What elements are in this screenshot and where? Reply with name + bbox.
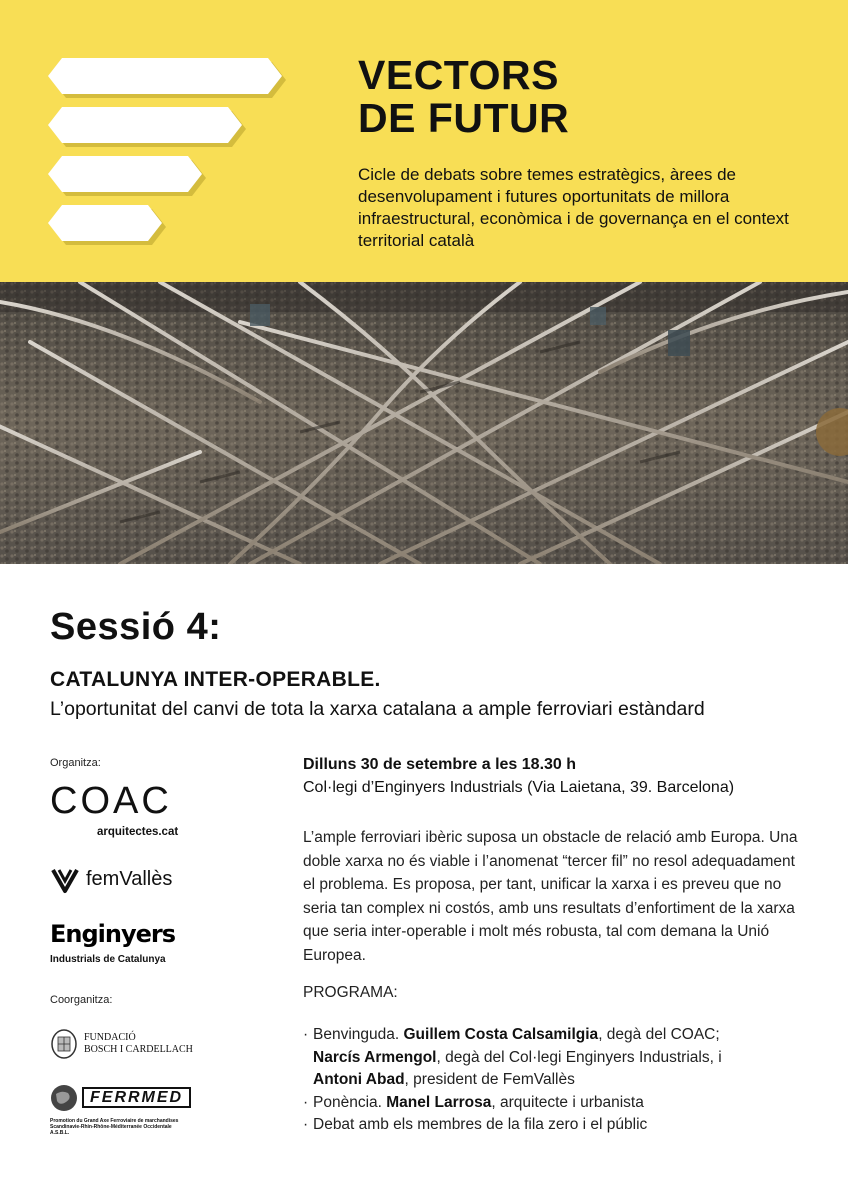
decorative-arrow-1 (48, 58, 282, 94)
programa-item-benvinguda: · Benvinguda. Guillem Costa Calsamilgia, degà del COAC; Narcís Armengol, degà del Col·legi Enginyers Industrials, i Antoni Abad, president de FemVallès (303, 1024, 823, 1092)
femvalles-logo (50, 862, 172, 896)
fundacio-line-1: FUNDACIÓ (84, 1032, 136, 1043)
railway-tracks-photo (0, 282, 848, 564)
speaker-name: Manel Larrosa (386, 1093, 492, 1111)
ferrmed-globe-icon (50, 1084, 78, 1112)
fundacio-text (84, 1032, 193, 1056)
speaker-name: Antoni Abad (313, 1071, 405, 1088)
decorative-arrow-3 (48, 156, 202, 192)
programa-list (303, 1024, 823, 1137)
fundacio-line-2: BOSCH I CARDELLACH (84, 1044, 193, 1055)
speaker-name: Guillem Costa Calsamilgia (403, 1026, 599, 1043)
speaker-name: Narcís Armengol (313, 1048, 437, 1066)
event-description: L’ample ferroviari ibèric suposa un obstacle de relació amb Europa. Una doble xarxa no és viable i l’anomenat “tercer fil” no resol adequadament el problema. Es proposa, per tant, unificar la xarxa i es preveu que no seria tan complex ni costós, amb uns resultats d’enfortiment de la xarxa que seria inter-operable i molt més robusta, tal com demana la Unió Europea. (303, 829, 798, 964)
decorative-arrow-4 (48, 205, 162, 241)
session-description: L’oportunitat del canvi de tota la xarxa catalana a ample ferroviari estàndard (50, 698, 705, 720)
ferrmed-logo (50, 1084, 191, 1112)
railway-illustration (0, 282, 848, 564)
programa-item-ponencia: · Ponència. Manel Larrosa, arquitecte i urbanista (303, 1092, 823, 1115)
title-line-1: VECTORS (358, 52, 559, 98)
coac-subtitle: arquitectes.cat (97, 826, 179, 838)
header-subtitle: Cicle de debats sobre temes estratègics, àrees de desenvolupament i futures oportunitats de millora infraestructural, econòmica i de governança en el context territorial català (358, 165, 789, 250)
header-banner (0, 0, 848, 282)
femvalles-v-icon (50, 864, 80, 894)
session-title: Sessió 4: (50, 606, 222, 648)
coorganitza-label: Coorganitza: (50, 994, 113, 1006)
coac-logo: COAC (50, 780, 172, 822)
fundacio-crest-icon (50, 1028, 78, 1060)
enginyers-subtitle: Industrials de Catalunya (50, 954, 166, 965)
event-date: Dilluns 30 de setembre a les 18.30 h (303, 756, 577, 773)
fundacio-logo (50, 1028, 193, 1060)
decorative-arrow-2 (48, 107, 242, 143)
event-place: Col·legi d’Enginyers Industrials (Via Laietana, 39. Barcelona) (303, 779, 735, 796)
page-title (358, 54, 569, 140)
programa-item-debat: · Debat amb els membres de la fila zero i el públic (303, 1114, 823, 1137)
programa-heading: PROGRAMA: (303, 984, 398, 1001)
session-heading: CATALUNYA INTER-OPERABLE. (50, 668, 381, 691)
enginyers-wordmark: Enginyers (50, 920, 176, 948)
ferrmed-wordmark: FERRMED (82, 1087, 191, 1108)
enginyers-logo (50, 920, 175, 948)
organitza-label: Organitza: (50, 757, 101, 769)
femvalles-label: femVallès (86, 867, 173, 890)
ferrmed-subtitle: Promotion du Grand Axe Ferroviaire de marchandises Scandinavie-Rhin-Rhône-Méditerranée Occidentale A.S.B.L. (50, 1118, 179, 1136)
title-line-2: DE FUTUR (358, 95, 570, 141)
